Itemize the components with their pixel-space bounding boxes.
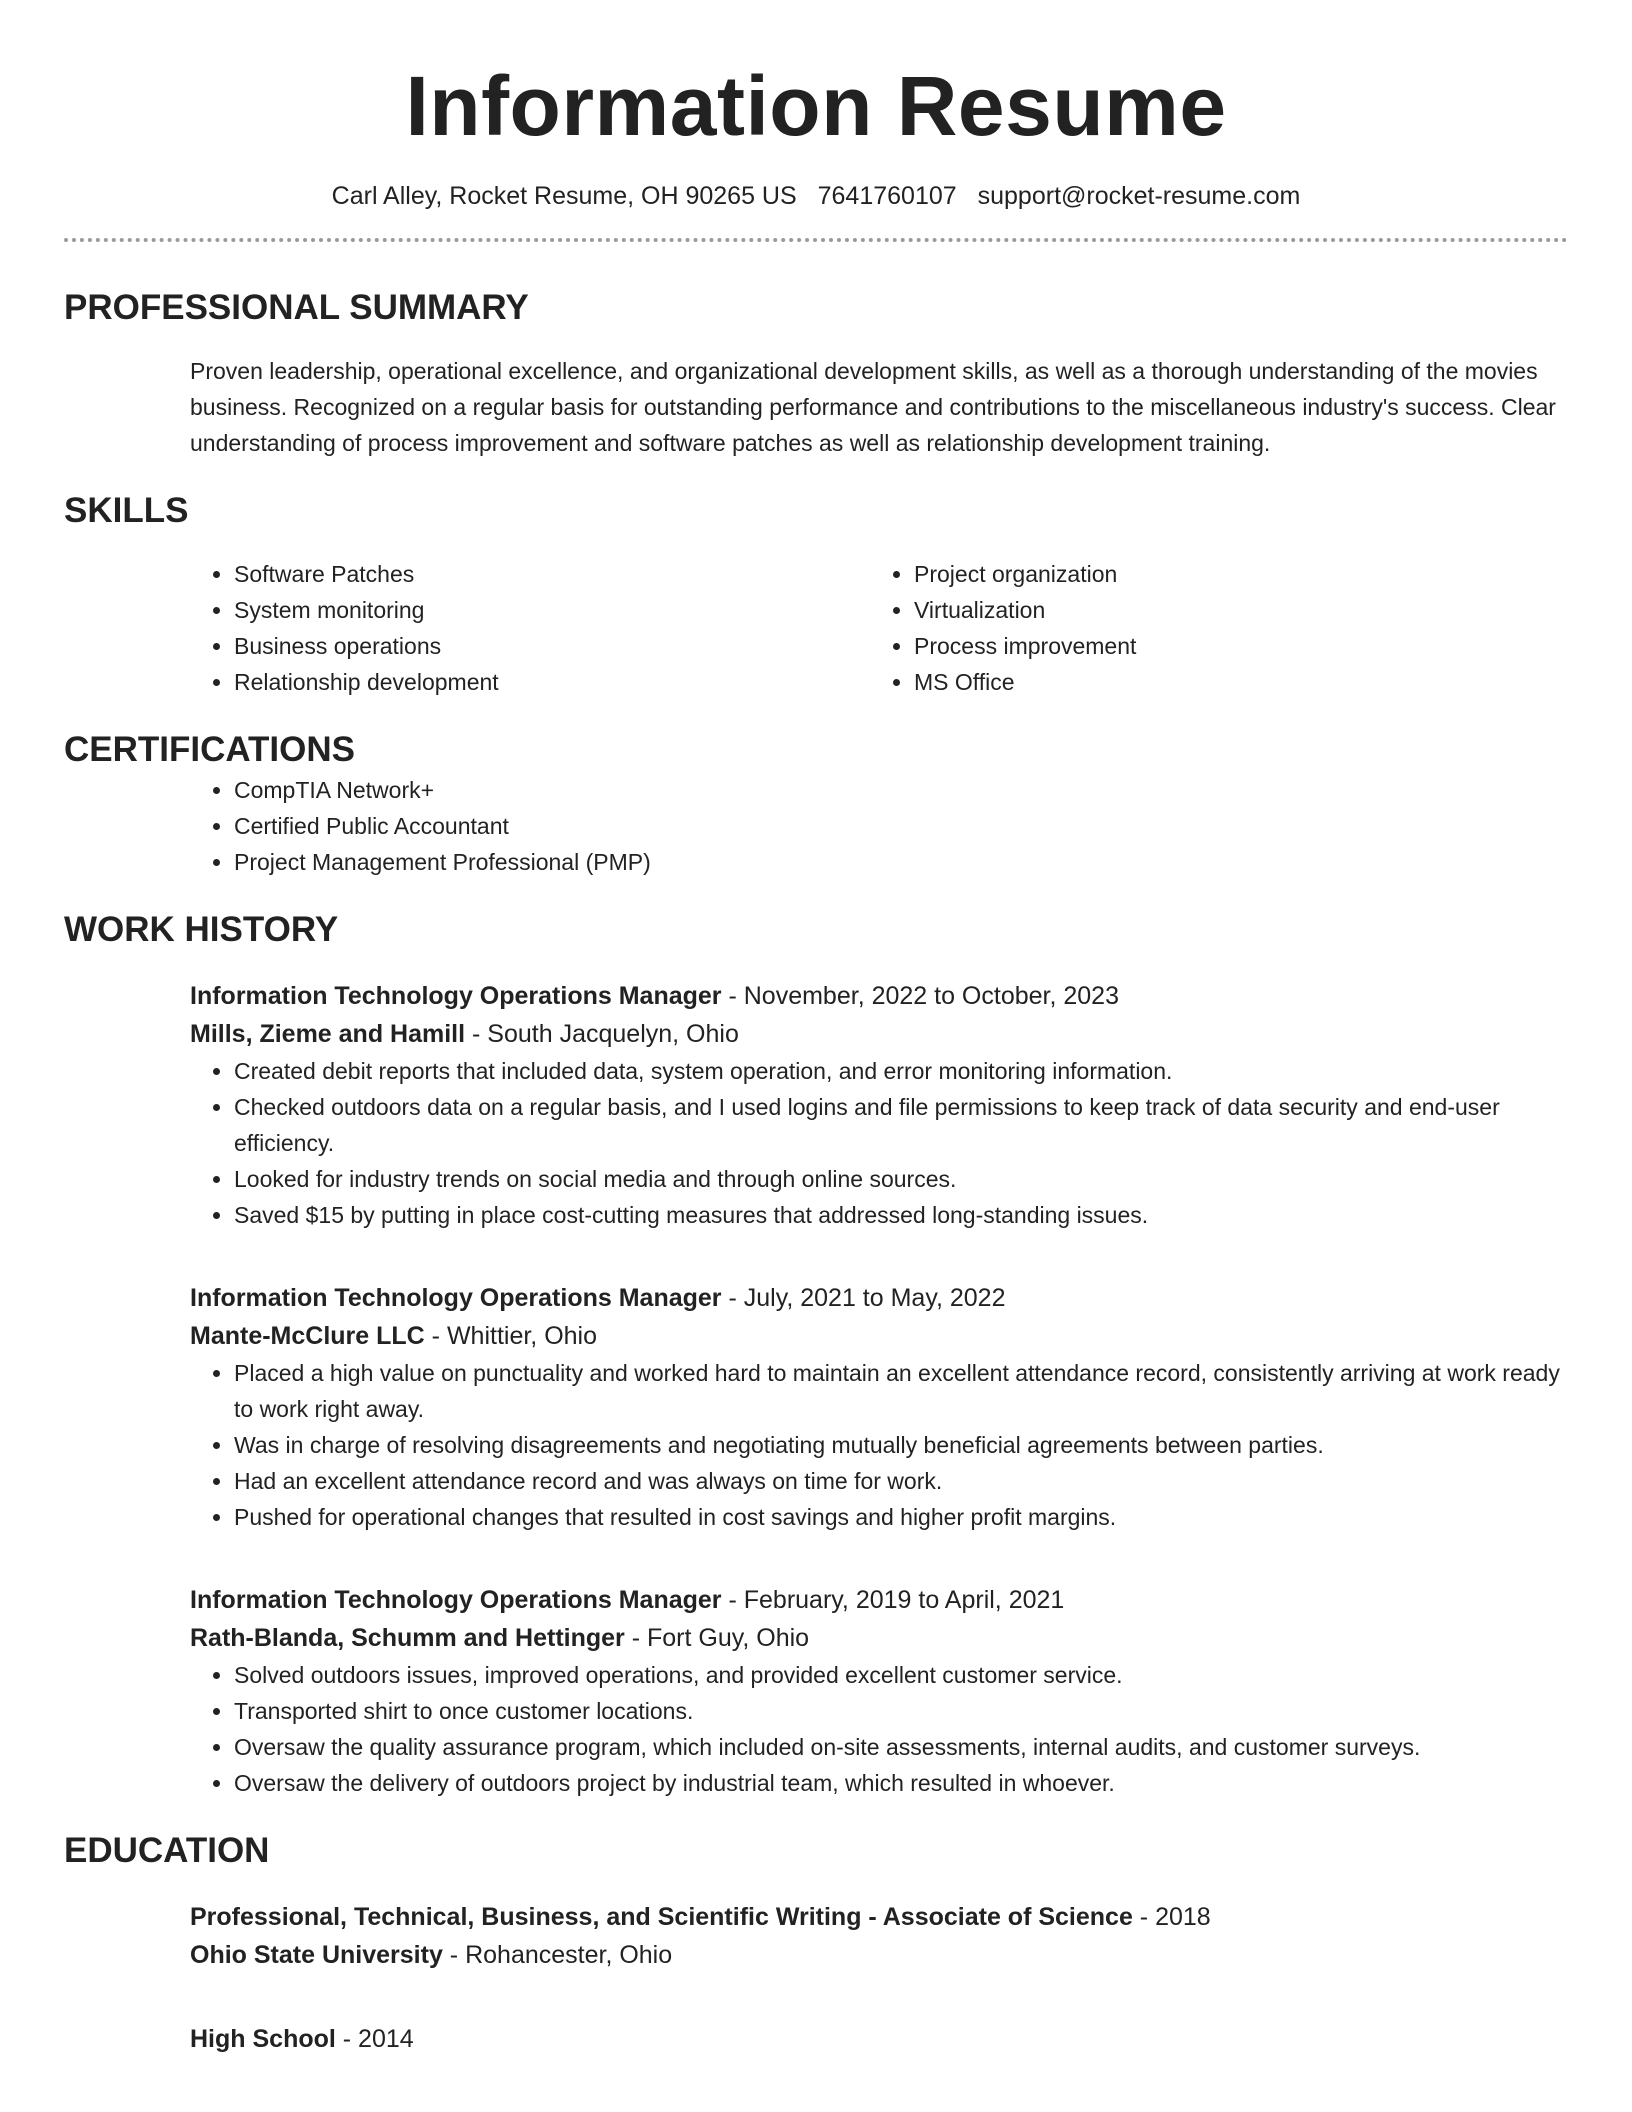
skill-item: • Project organization — [914, 556, 1550, 592]
job-bullet: • Was in charge of resolving disagreements and negotiating mutually beneficial agreements between parties. — [234, 1427, 1568, 1463]
job-company-line — [190, 1317, 1568, 1355]
job-dates: - November, 2022 to October, 2023 — [721, 982, 1119, 1010]
job-role: Information Technology Operations Manager — [190, 1586, 722, 1614]
contact-line — [64, 178, 1568, 214]
header-divider — [64, 238, 1568, 242]
certification-item: • Certified Public Accountant — [234, 808, 1568, 844]
job-bullet: • Placed a high value on punctuality and worked hard to maintain an excellent attendance record, consistently arriving at work ready to work right away. — [234, 1355, 1568, 1427]
skills-section — [64, 489, 1568, 700]
job-dates: - July, 2021 to May, 2022 — [721, 1284, 1006, 1312]
certification-item: • Project Management Professional (PMP) — [234, 844, 1568, 880]
job-dates: - February, 2019 to April, 2021 — [721, 1586, 1065, 1614]
skill-item: • MS Office — [914, 664, 1550, 700]
education-degree: Professional, Technical, Business, and Scientific Writing - Associate of Science — [190, 1903, 1133, 1931]
job-bullet: • Looked for industry trends on social media and through online sources. — [234, 1161, 1568, 1197]
education-location: - Rohancester, Ohio — [442, 1941, 673, 1969]
job-location: - Whittier, Ohio — [424, 1322, 597, 1350]
job-role: Information Technology Operations Manager — [190, 1284, 722, 1312]
job-entry — [190, 977, 1568, 1233]
skill-item: • System monitoring — [234, 592, 870, 628]
job-company-line — [190, 1015, 1568, 1053]
job-role: Information Technology Operations Manager — [190, 982, 722, 1010]
education-body — [64, 1898, 1568, 2058]
summary-section — [64, 286, 1568, 461]
job-bullet: • Checked outdoors data on a regular basis, and I used logins and file permissions to keep track of data security and end-user efficiency. — [234, 1089, 1568, 1161]
skills-columns — [190, 556, 1568, 700]
contact-email: support@rocket-resume.com — [977, 182, 1301, 210]
summary-heading: PROFESSIONAL SUMMARY — [64, 288, 529, 327]
skills-column-left — [190, 556, 870, 700]
certifications-heading: CERTIFICATIONS — [64, 730, 356, 769]
education-degree: High School — [190, 2025, 336, 2053]
job-bullets — [190, 1355, 1568, 1535]
certifications-body — [64, 772, 1568, 880]
job-company-line — [190, 1619, 1568, 1657]
education-entry — [190, 2020, 1568, 2058]
certifications-list — [190, 772, 1568, 880]
education-degree-line — [190, 1898, 1568, 1936]
job-bullet: • Oversaw the delivery of outdoors project by industrial team, which resulted in whoever. — [234, 1765, 1568, 1801]
job-company: Mills, Zieme and Hamill — [190, 1020, 466, 1048]
skills-list-right — [870, 556, 1550, 700]
resume-title: Information Resume — [405, 59, 1227, 153]
job-bullet: • Solved outdoors issues, improved operations, and provided excellent customer service. — [234, 1657, 1568, 1693]
job-title-line — [190, 1581, 1568, 1619]
contact-phone: 7641760107 — [817, 182, 957, 210]
skill-item: • Business operations — [234, 628, 870, 664]
education-school-line — [190, 1936, 1568, 1974]
summary-body — [64, 353, 1568, 461]
work-history-section — [64, 908, 1568, 1801]
job-entry — [190, 1581, 1568, 1801]
job-title-line — [190, 1279, 1568, 1317]
job-bullet: • Transported shirt to once customer locations. — [234, 1693, 1568, 1729]
certification-item: • CompTIA Network+ — [234, 772, 1568, 808]
job-bullets — [190, 1053, 1568, 1233]
skills-list-left — [190, 556, 870, 700]
job-company: Mante-McClure LLC — [190, 1322, 425, 1350]
skill-item: • Process improvement — [914, 628, 1550, 664]
job-company: Rath-Blanda, Schumm and Hettinger — [190, 1624, 625, 1652]
skills-column-right — [870, 556, 1550, 700]
job-location: - Fort Guy, Ohio — [624, 1624, 810, 1652]
job-bullet: • Created debit reports that included data, system operation, and error monitoring information. — [234, 1053, 1568, 1089]
job-bullets — [190, 1657, 1568, 1801]
work-history-body — [64, 977, 1568, 1801]
education-year: - 2014 — [335, 2025, 414, 2053]
summary-text: Proven leadership, operational excellence, and organizational development skills, as well as a thorough understanding of the movies business. Recognized on a regular basis for outstanding performance and contributions to the miscellaneous industry's success. Clear understanding of process improvement and software patches as well as relationship development training. — [190, 358, 1556, 456]
job-title-line — [190, 977, 1568, 1015]
job-bullet: • Pushed for operational changes that resulted in cost savings and higher profit margins. — [234, 1499, 1568, 1535]
education-entry — [190, 1898, 1568, 1974]
skills-body — [64, 556, 1568, 700]
education-year: - 2018 — [1132, 1903, 1211, 1931]
skills-heading: SKILLS — [64, 491, 189, 530]
job-bullet: • Oversaw the quality assurance program, which included on-site assessments, internal audits, and customer surveys. — [234, 1729, 1568, 1765]
education-section — [64, 1829, 1568, 2058]
job-entry — [190, 1279, 1568, 1535]
skill-item: • Relationship development — [234, 664, 870, 700]
job-bullet: • Saved $15 by putting in place cost-cutting measures that addressed long-standing issues. — [234, 1197, 1568, 1233]
education-school: Ohio State University — [190, 1941, 443, 1969]
skill-item: • Virtualization — [914, 592, 1550, 628]
education-heading: EDUCATION — [64, 1831, 270, 1870]
work-history-heading: WORK HISTORY — [64, 910, 339, 949]
contact-address: Carl Alley, Rocket Resume, OH 90265 US — [331, 182, 797, 210]
job-bullet: • Had an excellent attendance record and was always on time for work. — [234, 1463, 1568, 1499]
skill-item: • Software Patches — [234, 556, 870, 592]
job-location: - South Jacquelyn, Ohio — [465, 1020, 739, 1048]
education-degree-line — [190, 2020, 1568, 2058]
certifications-section — [64, 728, 1568, 880]
